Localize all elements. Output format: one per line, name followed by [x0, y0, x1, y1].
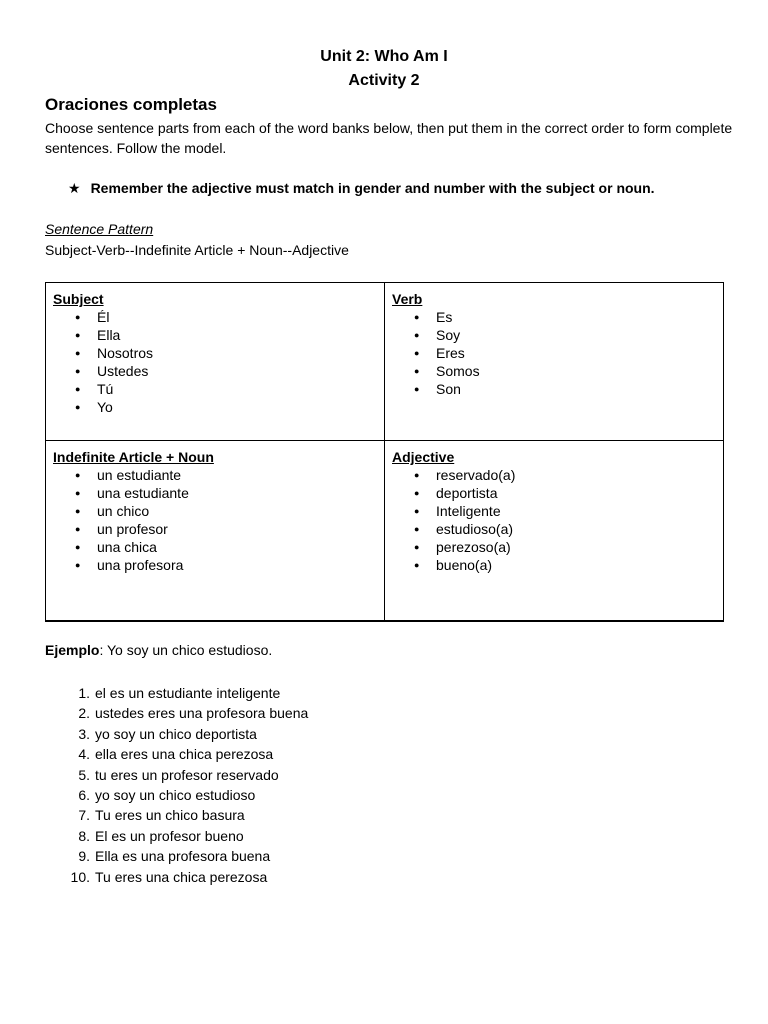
answer-item [45, 867, 308, 887]
activity-subtitle: Activity 2 [348, 72, 420, 89]
star-icon: ★ [68, 180, 81, 196]
answer-text: Tu eres un chico basura [95, 807, 245, 824]
word-bank-item: ● Ella [83, 326, 376, 344]
adjective-bank-list [392, 466, 715, 574]
instructions-paragraph: Choose sentence parts from each of the word banks below, then put them in the correct order to form complete sentences. Follow the model. [45, 120, 733, 156]
answer-item [45, 703, 308, 723]
answer-text: Tu eres una chica perezosa [95, 868, 268, 885]
adjective-bank-header: Adjective [392, 449, 455, 465]
verb-bank-cell [385, 283, 724, 441]
answer-item [45, 826, 308, 846]
answer-item [45, 683, 308, 703]
answer-number: 10. [70, 868, 90, 885]
answer-number: 3. [78, 725, 90, 742]
verb-bank-list [392, 308, 715, 398]
answer-item [45, 765, 308, 785]
reminder-text: Remember the adjective must match in gender and number with the subject or noun. [90, 180, 655, 196]
word-bank-item: ● Inteligente [422, 502, 715, 520]
answer-item [45, 785, 308, 805]
reminder-note [68, 180, 655, 197]
word-bank-item: ● Son [422, 380, 715, 398]
word-bank-item: ● un chico [83, 502, 376, 520]
example-text: : Yo soy un chico estudioso. [99, 642, 273, 658]
example-label: Ejemplo [45, 642, 100, 658]
article-noun-bank-header: Indefinite Article + Noun [53, 449, 214, 465]
word-bank-item: ● un profesor [83, 520, 376, 538]
word-bank-item: ● perezoso(a) [422, 538, 715, 556]
word-bank-item: ● Soy [422, 326, 715, 344]
answer-number: 8. [78, 827, 90, 844]
word-bank-item: ● reservado(a) [422, 466, 715, 484]
section-heading: Oraciones completas [45, 95, 217, 114]
word-bank-table [45, 282, 724, 622]
word-bank-item: ● un estudiante [83, 466, 376, 484]
adjective-bank-cell [385, 441, 724, 622]
answer-item [45, 846, 308, 866]
answers-list [45, 683, 308, 887]
word-bank-item: ● estudioso(a) [422, 520, 715, 538]
word-bank-item: ● una profesora [83, 556, 376, 574]
answer-number: 2. [78, 705, 90, 722]
word-bank-item: ● Ustedes [83, 362, 376, 380]
answer-number: 4. [78, 746, 90, 763]
answer-text: yo soy un chico estudioso [95, 787, 256, 804]
answer-item [45, 744, 308, 764]
answer-text: el es un estudiante inteligente [95, 685, 281, 701]
example-sentence [45, 642, 272, 658]
word-bank-item: ● una estudiante [83, 484, 376, 502]
answer-text: Ella es una profesora buena [95, 848, 271, 865]
word-bank-item: ● Tú [83, 380, 376, 398]
answer-text: yo soy un chico deportista [95, 725, 257, 742]
answer-item [45, 724, 308, 744]
answer-number: 1. [78, 685, 90, 701]
answer-number: 7. [78, 807, 90, 824]
answer-text: El es un profesor bueno [95, 827, 244, 844]
word-bank-item: ● Es [422, 308, 715, 326]
answer-number: 9. [78, 848, 90, 865]
document-title: Unit 2: Who Am I [320, 48, 448, 65]
subject-bank-list [53, 308, 376, 416]
answer-text: tu eres un profesor reservado [95, 766, 279, 783]
sentence-pattern-text: Subject-Verb--Indefinite Article + Noun--Adjective [45, 242, 349, 258]
word-bank-item: ● una chica [83, 538, 376, 556]
word-bank-item: ● deportista [422, 484, 715, 502]
word-bank-item: ● Eres [422, 344, 715, 362]
answer-text: ustedes eres una profesora buena [95, 705, 309, 722]
subject-bank-cell [46, 283, 385, 441]
word-bank-item: ● Nosotros [83, 344, 376, 362]
subject-bank-header: Subject [53, 291, 104, 307]
word-bank-item: ● Somos [422, 362, 715, 380]
article-noun-bank-cell [46, 441, 385, 622]
verb-bank-header: Verb [392, 291, 423, 307]
word-bank-item: ● Yo [83, 398, 376, 416]
word-bank-item: ● Él [83, 308, 376, 326]
answer-item [45, 805, 308, 825]
article-noun-bank-list [53, 466, 376, 574]
sentence-pattern-label: Sentence Pattern [45, 221, 154, 237]
word-bank-item: ● bueno(a) [422, 556, 715, 574]
answer-number: 5. [78, 766, 90, 783]
answer-text: ella eres una chica perezosa [95, 746, 274, 763]
answer-number: 6. [78, 787, 90, 804]
